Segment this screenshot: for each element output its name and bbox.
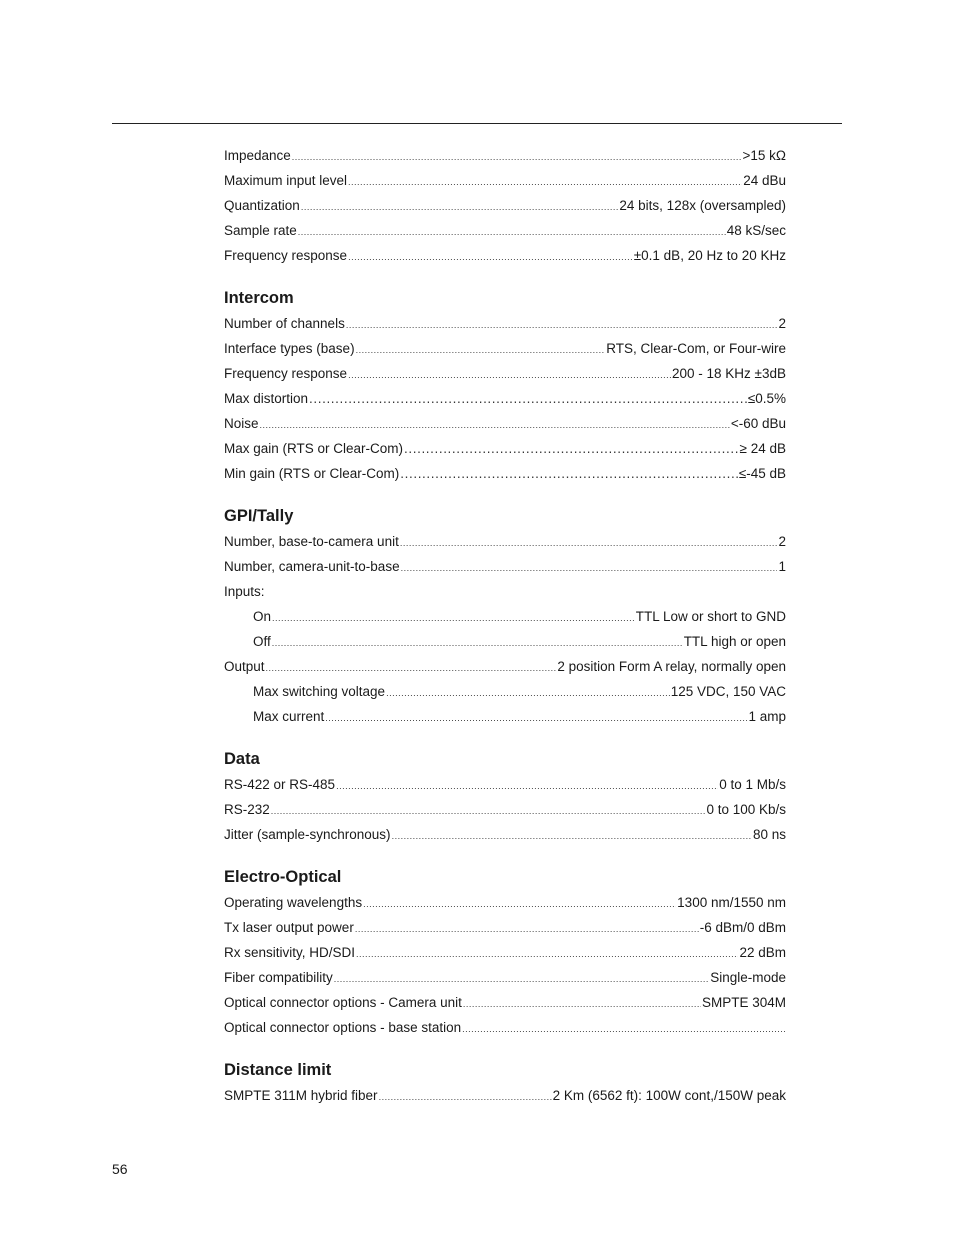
spec-row: Max current ..... 1 amp: [224, 704, 786, 729]
spec-content: [224, 143, 786, 1108]
section-heading-gpi-tally: GPI/Tally: [224, 507, 294, 525]
spec-row: Tx laser output power ..... -6 dBm/0 dBm: [224, 915, 786, 940]
spec-row: Sample rate ..... 48 kS/sec: [224, 218, 786, 243]
data-spec-list: [224, 772, 786, 847]
spec-row: Number of channels ..... 2: [224, 311, 786, 336]
spec-row: Off ..... TTL high or open: [224, 629, 786, 654]
spec-row: Jitter (sample-synchronous) ..... 80 ns: [224, 822, 786, 847]
spec-row: Output ..... 2 position Form A relay, normally open: [224, 654, 786, 679]
spec-row: Noise ..... <-60 dBu: [224, 411, 786, 436]
section-heading-electro-optical: Electro-Optical: [224, 868, 342, 886]
spec-row: Number, base-to-camera unit ..... 2: [224, 529, 786, 554]
spec-row: Fiber compatibility ..... Single-mode: [224, 965, 786, 990]
spec-row: Frequency response ..... ±0.1 dB, 20 Hz to 20 KHz: [224, 243, 786, 268]
spec-subheading: Inputs:: [224, 584, 265, 599]
header-rule: [112, 123, 842, 124]
spec-row: Rx sensitivity, HD/SDI ..... 22 dBm: [224, 940, 786, 965]
spec-row: SMPTE 311M hybrid fiber ..... 2 Km (6562 ft): 100W cont,/150W peak: [224, 1083, 786, 1108]
spec-row: RS-232 ..... 0 to 100 Kb/s: [224, 797, 786, 822]
spec-row: Max gain (RTS or Clear-Com) ..... ≥ 24 dB: [224, 436, 786, 461]
spec-row: Max switching voltage ..... 125 VDC, 150 VAC: [224, 679, 786, 704]
electro-optical-spec-list: [224, 890, 786, 1040]
spec-row: Interface types (base) ..... RTS, Clear-Com, or Four-wire: [224, 336, 786, 361]
spec-row: Max distortion ..... ≤0.5%: [224, 386, 786, 411]
spec-row: Operating wavelengths ..... 1300 nm/1550 nm: [224, 890, 786, 915]
section-heading-distance-limit: Distance limit: [224, 1061, 332, 1079]
intercom-spec-list: [224, 311, 786, 486]
spec-row: RS-422 or RS-485 ..... 0 to 1 Mb/s: [224, 772, 786, 797]
spec-row: Optical connector options - base station .....: [224, 1015, 786, 1040]
section-heading-intercom: Intercom: [224, 289, 294, 307]
spec-row: Quantization ..... 24 bits, 128x (oversampled): [224, 193, 786, 218]
spec-row: On ..... TTL Low or short to GND: [224, 604, 786, 629]
spec-row: Maximum input level ..... 24 dBu: [224, 168, 786, 193]
spec-row: Number, camera-unit-to-base ..... 1: [224, 554, 786, 579]
audio-spec-list: [224, 143, 786, 268]
section-heading-data: Data: [224, 750, 260, 768]
spec-row: Frequency response ..... 200 - 18 KHz ±3dB: [224, 361, 786, 386]
gpi-tally-spec-list: [224, 529, 786, 729]
spec-row: Min gain (RTS or Clear-Com) ..... ≤-45 dB: [224, 461, 786, 486]
spec-row: Impedance ..... >15 kΩ: [224, 143, 786, 168]
page-number: 56: [112, 1161, 128, 1177]
spec-row: Optical connector options - Camera unit ..... SMPTE 304M: [224, 990, 786, 1015]
distance-limit-spec-list: [224, 1083, 786, 1108]
